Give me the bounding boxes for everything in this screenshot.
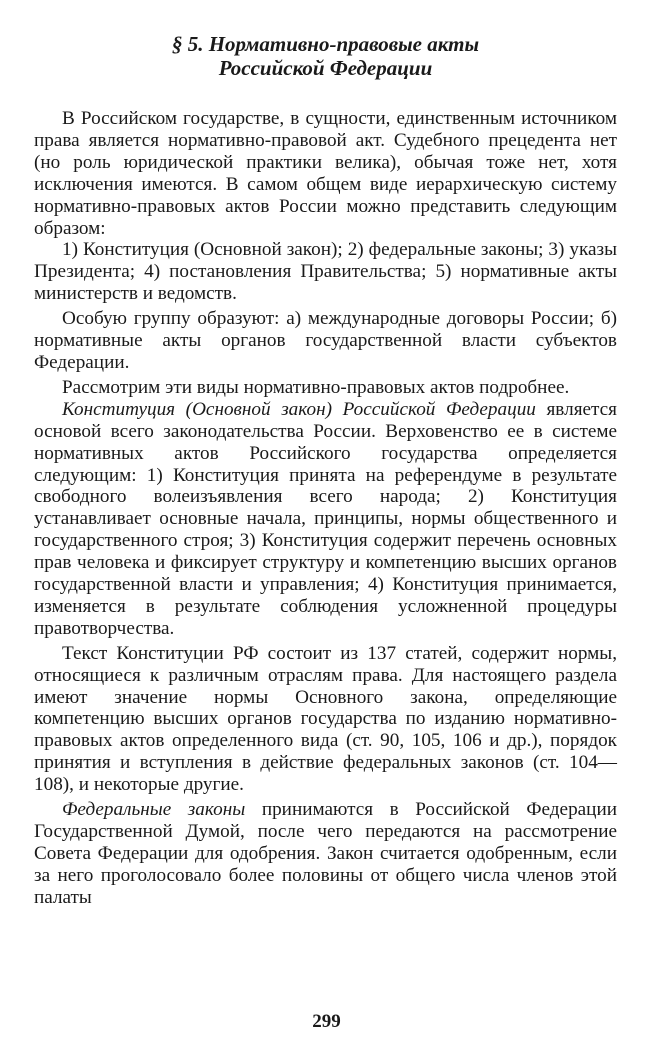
paragraph xyxy=(34,239,617,305)
paragraph-text: принимаются в Российской Федерации Государственной Думой, после чего передаются на рассмотрение Совета Федерации для одобрения. Закон считается одобренным, если за него проголосовало более половины от общего числа членов этой палаты xyxy=(34,799,617,908)
paragraph-lead-italic: Федеральные законы xyxy=(62,799,246,821)
paragraph-lead-italic: Конституция (Основной закон) Российской Федерации xyxy=(62,398,536,420)
paragraph-text: Особую группу образуют: а) международные договоры России; б) нормативные акты органов государственной власти субъектов Федерации. xyxy=(34,308,617,373)
paragraph xyxy=(34,308,617,374)
section-title-line-2: Российской Федерации xyxy=(218,56,433,80)
paragraph-text: является основой всего законодательства России. Верховенство ее в системе нормативных актов Российского государства определяется следующим: 1) Конституция принята на референдуме в результате свободного волеизъявления всего народа; 2) Конституция устанавливает основные начала, принципы, нормы общественного и государственного строя; 3) Конституция содержит перечень основных прав человека и фиксирует структуру и компетенцию высших органов государственной власти и управления; 4) Конституция принимается, изменяется в результате соблюдения усложненной процедуры правотворчества. xyxy=(34,398,617,639)
section-title xyxy=(34,32,617,80)
paragraph xyxy=(34,108,617,239)
paragraph xyxy=(34,799,617,909)
paragraph-text: Текст Конституции РФ состоит из 137 статей, содержит нормы, относящиеся к различным отраслям права. Для настоящего раздела имеют значение нормы Основного закона, определяющие компетенцию высших органов государства по изданию нормативно-правовых актов определенного вида (ст. 90, 105, 106 и др.), порядок принятия и вступления в действие федеральных законов (ст. 104—108), и некоторые другие. xyxy=(34,642,617,796)
section-title-line-1: § 5. Нормативно-правовые акты xyxy=(171,32,480,56)
paragraph-text: 1) Конституция (Основной закон); 2) федеральные законы; 3) указы Президента; 4) постановления Правительства; 5) нормативные акты министерств и ведомств. xyxy=(34,239,617,305)
page-body xyxy=(34,108,617,909)
page-number: 299 xyxy=(312,1011,341,1032)
paragraph-text: В Российском государстве, в сущности, единственным источником права является нормативно-правовой акт. Судебного прецедента нет (но роль юридической практики велика), обычая тоже нет, хотя исключения имеются. В самом общем виде иерархическую систему нормативно-правовых актов России можно представить следующим образом: xyxy=(34,108,617,239)
paragraph-text: Рассмотрим эти виды нормативно-правовых актов подробнее. xyxy=(62,376,570,398)
paragraph xyxy=(34,399,617,640)
paragraph xyxy=(34,643,617,796)
paragraph xyxy=(34,377,617,399)
